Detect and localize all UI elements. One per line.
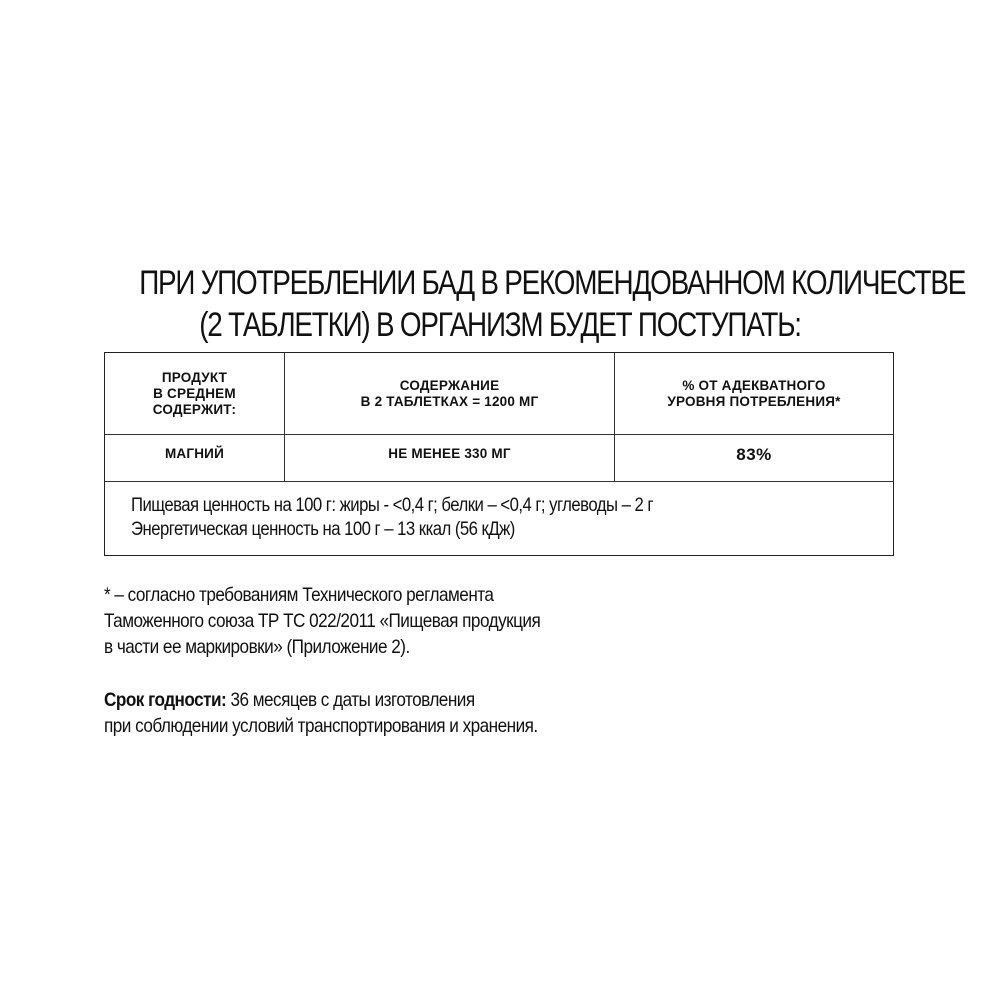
header-product-line-2: В СРЕДНЕМ (153, 385, 236, 401)
footnote (104, 582, 600, 660)
row-content: НЕ МЕНЕЕ 330 МГ (285, 435, 615, 481)
header-product-line-3: СОДЕРЖИТ: (152, 401, 237, 417)
shelf-life-line-2: при соблюдении условий транспортирования и хранения. (104, 715, 538, 737)
footnote-line-3: в части ее маркировки» (Приложение 2). (104, 636, 410, 658)
header-percent-line-1: % ОТ АДЕКВАТНОГО (682, 377, 826, 393)
table-header-row (105, 353, 893, 435)
headline-line-1: ПРИ УПОТРЕБЛЕНИИ БАД В РЕКОМЕНДОВАННОМ КОЛИЧЕСТВЕ (139, 264, 966, 302)
headline-line-2: (2 ТАБЛЕТКИ) В ОРГАНИЗМ БУДЕТ ПОСТУПАТЬ: (199, 306, 801, 344)
energy-value-line: Энергетическая ценность на 100 г – 13 ккал (56 кДж) (131, 519, 515, 540)
header-percent-line-2: УРОВНЯ ПОТРЕБЛЕНИЯ* (667, 393, 841, 409)
row-product: МАГНИЙ (105, 435, 285, 481)
footnote-line-1: * – согласно требованиям Технического регламента (104, 584, 494, 606)
headline (139, 262, 966, 346)
header-product-line-1: ПРОДУКТ (161, 369, 228, 385)
shelf-life-line-1 (104, 687, 538, 713)
row-percent (615, 435, 893, 481)
shelf-life (104, 687, 597, 739)
header-content-line-1: СОДЕРЖАНИЕ (399, 377, 500, 393)
header-content (285, 353, 615, 434)
table-nutrition-note (105, 482, 893, 555)
shelf-life-value: 36 месяцев с даты изготовления (226, 689, 475, 711)
row-percent-value: 83% (736, 445, 772, 464)
header-product (105, 353, 285, 434)
nutrition-table (104, 352, 894, 556)
header-percent (615, 353, 893, 434)
nutrition-value-line: Пищевая ценность на 100 г: жиры - <0,4 г; белки – <0,4 г; углеводы – 2 г (131, 495, 653, 516)
header-content-line-2: В 2 ТАБЛЕТКАХ = 1200 МГ (360, 393, 539, 409)
table-row (105, 435, 893, 482)
footnote-line-2: Таможенного союза ТР ТС 022/2011 «Пищевая продукция (104, 610, 541, 632)
shelf-life-label: Срок годности: (104, 689, 227, 711)
